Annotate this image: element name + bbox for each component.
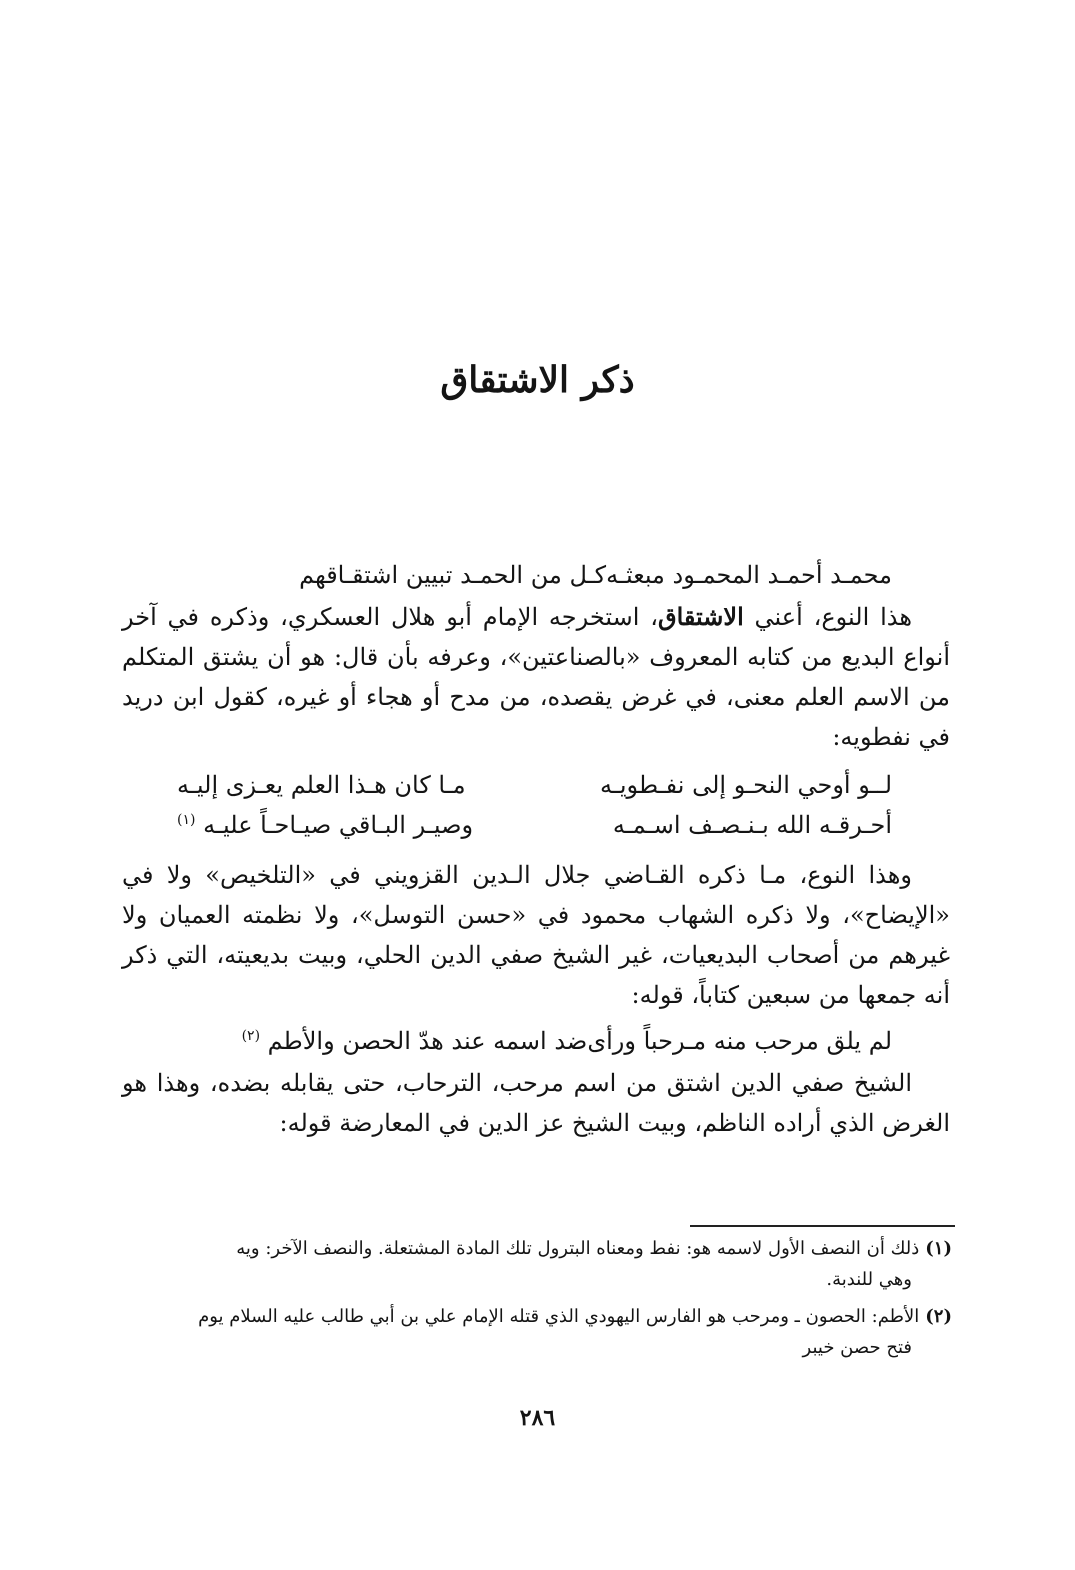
verse-first-hemistich: لم يلق مرحب منه مـرحباً ورأى [587, 1027, 892, 1055]
paragraph-explanation: الشيخ صفي الدين اشتق من اسم مرحب، الترحاب، حتى يقابله بضده، وهذا هو الغرض الذي أراده الناظم، وبيت الشيخ عز الدين في المعارضة قوله: [122, 1069, 950, 1137]
verse-line [177, 765, 892, 805]
verse-line [177, 805, 892, 845]
verse-first-hemistich: محمـد أحمـد المحمـود مبعثـه [606, 561, 892, 589]
verse-second-hemistich [177, 805, 473, 845]
verse-second-hemistich: كـل من الحمـد تبيين اشتقـاقهم [299, 561, 607, 589]
para1-after: ، استخرجه الإمام أبو هلال العسكري، وذكره في آخر أنواع البديع من كتابه المعروف «بالصناعتين»، وعرفه بأن قال: هو أن يشتق المتكلم من الاسم العلم معنى، في غرض يقصده، من مدح أو هجاء أو غيره، كقول ابن دريد في نفطويه: [122, 603, 950, 751]
ibn-durayd-verses [122, 765, 950, 845]
term-ishtiqaq: الاشتقاق [657, 602, 744, 631]
footnotes [122, 1233, 952, 1369]
footnote-reference-2[interactable]: (٢) [241, 1028, 261, 1044]
main-text [122, 555, 950, 1143]
verse-text: ضد اسمه عند هدّ الحصن والأطم [267, 1027, 588, 1055]
page-number: ٢٨٦ [519, 1405, 556, 1431]
verse-first-hemistich: أحـرقـه الله بـنـصـف اسـمـه [612, 811, 892, 839]
verse-second-hemistich: مـا كان هـذا العلم يعـزى إليـه [177, 771, 466, 799]
footnote-text: الأطم: الحصون ـ ومرحب هو الفارس اليهودي الذي قتله الإمام علي بن أبي طالب عليه السلام يوم [198, 1306, 920, 1327]
footnote-2 [122, 1301, 952, 1363]
paragraph-history: وهذا النوع، مـا ذكره القـاضي جلال الـدين القزويني في «التلخيص» ولا في «الإيضاح»، ولا ذكره الشهاب محمود في «حسن التوسل»، ولا نظمته العميان ولا غيرهم من أصحاب البديعيات، غير الشيخ صفي الدين الحلي، وبيت بديعيته، التي ذكر أنه جمعها من سبعين كتاباً، قوله: [122, 861, 950, 1009]
verse-second-hemistich [242, 1021, 588, 1061]
footnote-number: (٢) [925, 1306, 952, 1327]
chapter-title: ذكر الاشتقاق [440, 359, 635, 401]
footnote-continuation: وهي للندبة. [826, 1269, 912, 1290]
footnote-1 [122, 1233, 952, 1295]
footnote-reference-1[interactable]: (١) [177, 812, 196, 828]
footnote-number: (١) [925, 1238, 952, 1259]
verse-first-hemistich: لــو أوحي النحـو إلى نفـطويـه [599, 771, 892, 799]
safi-verse [122, 1021, 950, 1061]
opening-verse [122, 555, 950, 595]
para1-before: هذا النوع، أعني [743, 603, 913, 631]
footnote-continuation: فتح حصن خيبر [802, 1337, 912, 1358]
footnote-divider [690, 1225, 955, 1227]
verse-text: وصيـر البـاقي صيـاحـاً عليـه [203, 811, 474, 839]
paragraph-definition [122, 597, 950, 757]
footnote-text: ذلك أن النصف الأول لاسمه هو: نفط ومعناه البترول تلك المادة المشتعلة. والنصف الآخر: ويه [236, 1238, 920, 1259]
